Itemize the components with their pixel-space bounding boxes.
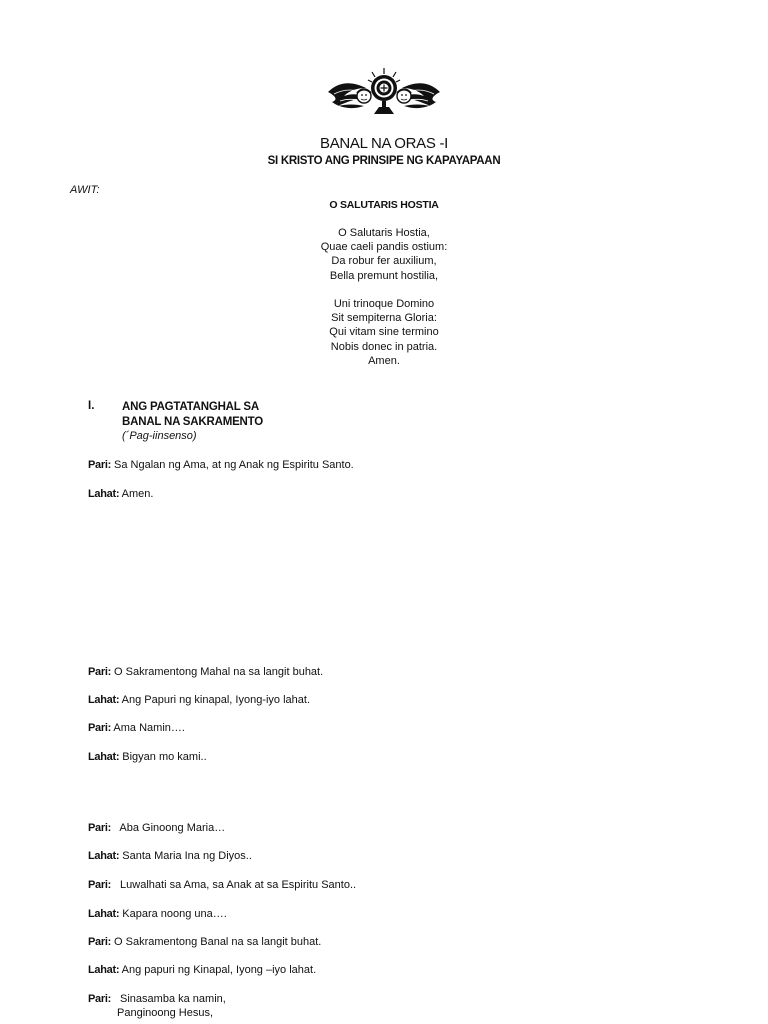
- dialogue-line: [88, 850, 252, 862]
- speaker-label: Pari:: [88, 722, 111, 734]
- dialogue-text: Bigyan mo kami..: [122, 751, 207, 763]
- awit-label: AWIT:: [70, 184, 100, 196]
- dialogue-text: O Sakramentong Mahal na sa langit buhat.: [114, 666, 324, 678]
- speaker-label: Pari:: [88, 936, 111, 948]
- dialogue-text: Santa Maria Ina ng Diyos..: [122, 850, 252, 862]
- speaker-label: Lahat:: [88, 751, 120, 763]
- section-title-line: BANAL NA SAKRAMENTO: [122, 416, 264, 428]
- section-note: (´Pag-iinsenso): [122, 430, 197, 442]
- hymn-line: Uni trinoque Domino: [333, 298, 435, 310]
- hymn-line: Bella premunt hostilia,: [329, 269, 439, 282]
- speaker-label: Pari:: [88, 822, 111, 834]
- document-subtitle: SI KRISTO ANG PRINSIPE NG KAPAYAPAAN: [267, 155, 501, 167]
- dialogue-text: O Sakramentong Banal na sa langit buhat.: [114, 936, 322, 948]
- dialogue-text: Ang Papuri ng kinapal, Iyong-iyo lahat.: [121, 694, 310, 706]
- speaker-label: Lahat:: [88, 694, 120, 706]
- dialogue-text: Ama Namin….: [113, 722, 185, 734]
- dialogue-line: [88, 459, 354, 471]
- dialogue-text: Sinasamba ka namin,: [120, 993, 226, 1005]
- section-title: [122, 400, 263, 430]
- hymn-line: Da robur fer auxilium,: [331, 255, 437, 268]
- dialogue-line: [88, 993, 226, 1005]
- speaker-label: Pari:: [88, 993, 111, 1005]
- dialogue-line: [88, 879, 356, 891]
- speaker-label: Pari:: [88, 879, 111, 891]
- dialogue-text: Amen.: [121, 488, 154, 500]
- dialogue-line: [88, 488, 153, 500]
- hymn-stanza-2: [0, 297, 768, 368]
- dialogue-line: [88, 694, 310, 706]
- speaker-label: Lahat:: [88, 908, 120, 920]
- hymn-line: Nobis donec in patria.: [330, 340, 438, 353]
- dialogue-line: [88, 751, 207, 763]
- hymn-line: Sit sempiterna Gloria:: [331, 312, 437, 325]
- hymn-line: Amen.: [368, 354, 400, 367]
- dialogue-text: Kapara noong una….: [122, 908, 227, 920]
- hymn-line: Quae caeli pandis ostium:: [320, 241, 448, 254]
- speaker-label: Lahat:: [88, 850, 120, 862]
- dialogue-line: [88, 936, 321, 948]
- dialogue-line: [88, 822, 225, 834]
- dialogue-continuation: Panginoong Hesus,: [117, 1007, 214, 1019]
- speaker-label: Pari:: [88, 459, 111, 471]
- document-title: BANAL NA ORAS -I: [319, 135, 449, 152]
- dialogue-text: Sa Ngalan ng Ama, at ng Anak ng Espiritu Santo.: [114, 459, 354, 471]
- dialogue-line: [88, 964, 316, 976]
- section-title-line: ANG PAGTATANGHAL SA: [122, 401, 259, 413]
- dialogue-line: [88, 666, 323, 678]
- speaker-label: Lahat:: [88, 488, 120, 500]
- dialogue-text: Aba Ginoong Maria…: [119, 822, 226, 834]
- speaker-label: Pari:: [88, 666, 111, 678]
- dialogue-text: Luwalhati sa Ama, sa Anak at sa Espiritu Santo..: [120, 879, 357, 891]
- dialogue-line: [88, 908, 227, 920]
- dialogue-text: Ang papuri ng Kinapal, Iyong –iyo lahat.: [121, 964, 317, 976]
- monstrance-angels-emblem-icon: [326, 66, 442, 116]
- hymn-line: Qui vitam sine termino: [329, 326, 439, 339]
- hymn-stanza-1: [0, 226, 768, 283]
- dialogue-line: [88, 722, 185, 734]
- hymn-title: O SALUTARIS HOSTIA: [329, 199, 439, 211]
- hymn-line: O Salutaris Hostia,: [338, 227, 430, 239]
- speaker-label: Lahat:: [88, 964, 120, 976]
- section-number: I.: [88, 400, 95, 412]
